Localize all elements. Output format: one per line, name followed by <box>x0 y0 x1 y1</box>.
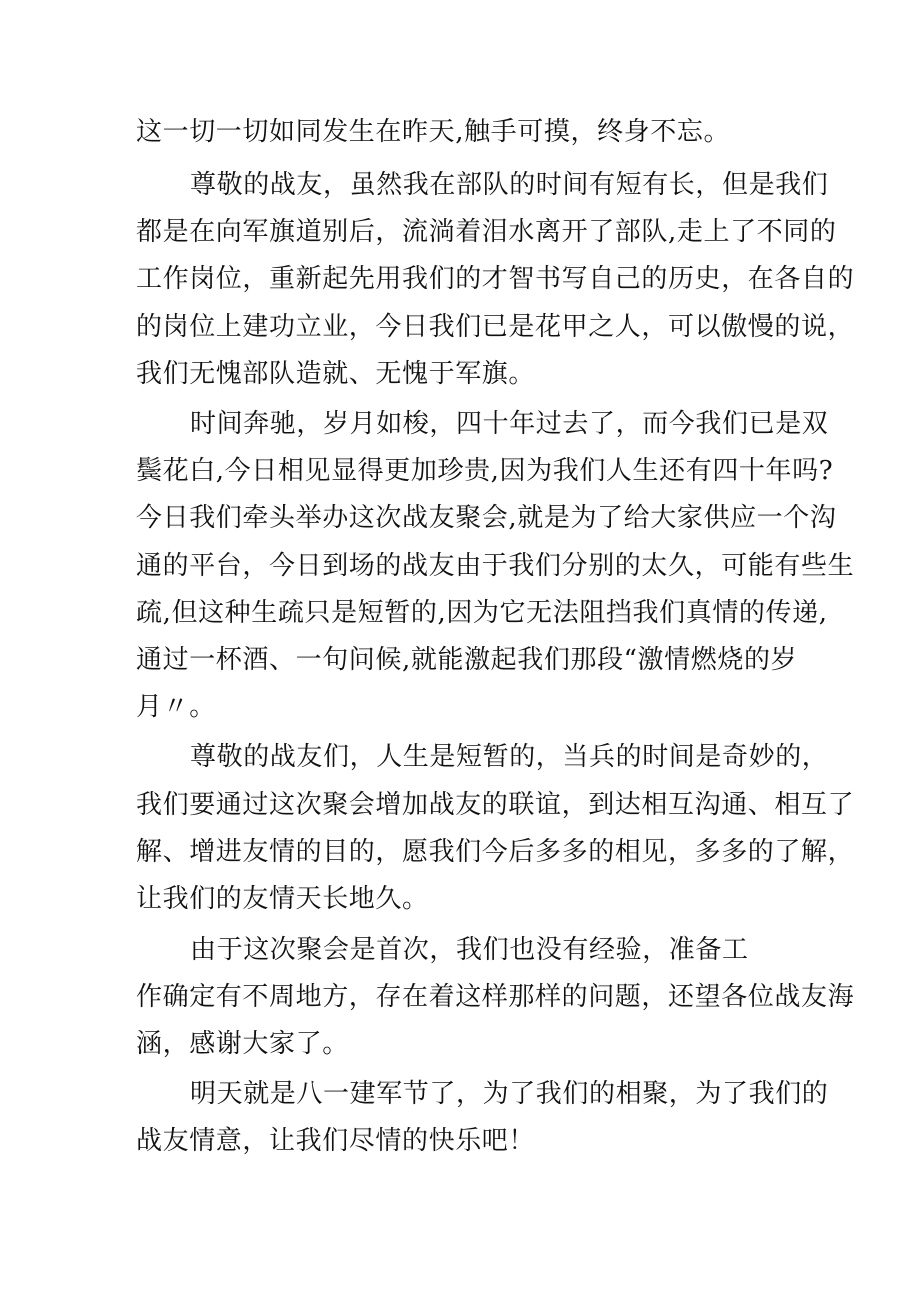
text-line: 工作岗位，重新起先用我们的才智书写自己的历史，在各自的 <box>136 264 855 294</box>
text-line: 这一切一切如同发生在昨天,触手可摸，终身不忘。 <box>136 117 731 147</box>
text-line: 今日我们牵头举办这次战友聚会,就是为了给大家供应一个沟 <box>136 503 837 533</box>
text-line: 作确定有不周地方，存在着这样那样的问题，还望各位战友海 <box>136 982 855 1012</box>
text-line: 尊敬的战友们，人生是短暂的，当兵的时间是奇妙的， <box>190 742 829 772</box>
text-line: 让我们的友情天长地久。 <box>136 884 429 914</box>
text-line: 尊敬的战友，虽然我在部队的时间有短有长，但是我们 <box>190 170 829 200</box>
text-line: 疏,但这种生疏只是短暂的,因为它无法阻挡我们真情的传递, <box>136 598 828 628</box>
text-line: 都是在向军旗道别后，流淌着泪水离开了部队,走上了不同的 <box>136 217 837 247</box>
text-line: 解、增进友情的目的，愿我们今后多多的相见，多多的了解， <box>136 837 855 867</box>
text-line: 鬓花白,今日相见显得更加珍贵,因为我们人生还有四十年吗? <box>136 456 834 486</box>
text-line: 通的平台，今日到场的战友由于我们分别的太久，可能有些生 <box>136 551 855 581</box>
text-line: 涵，感谢大家了。 <box>136 1029 349 1059</box>
text-line: 时间奔驰，岁月如梭，四十年过去了，而今我们已是双 <box>190 409 829 439</box>
text-line: 由于这次聚会是首次，我们也没有经验，准备工 <box>190 935 749 965</box>
text-line: 的岗位上建功立业，今日我们已是花甲之人，可以傲慢的说， <box>136 312 855 342</box>
text-line: 通过一杯酒、一句问候,就能激起我们那段“激情燃烧的岁 <box>136 645 798 675</box>
text-line: 明天就是八一建军节了，为了我们的相聚，为了我们的 <box>190 1079 829 1109</box>
text-line: 战友情意，让我们尽情的快乐吧！ <box>136 1126 536 1156</box>
text-line: 我们无愧部队造就、无愧于军旗。 <box>136 359 536 389</box>
text-line: 月〃。 <box>136 692 216 722</box>
text-line: 我们要通过这次聚会增加战友的联谊，到达相互沟通、相互了 <box>136 790 855 820</box>
